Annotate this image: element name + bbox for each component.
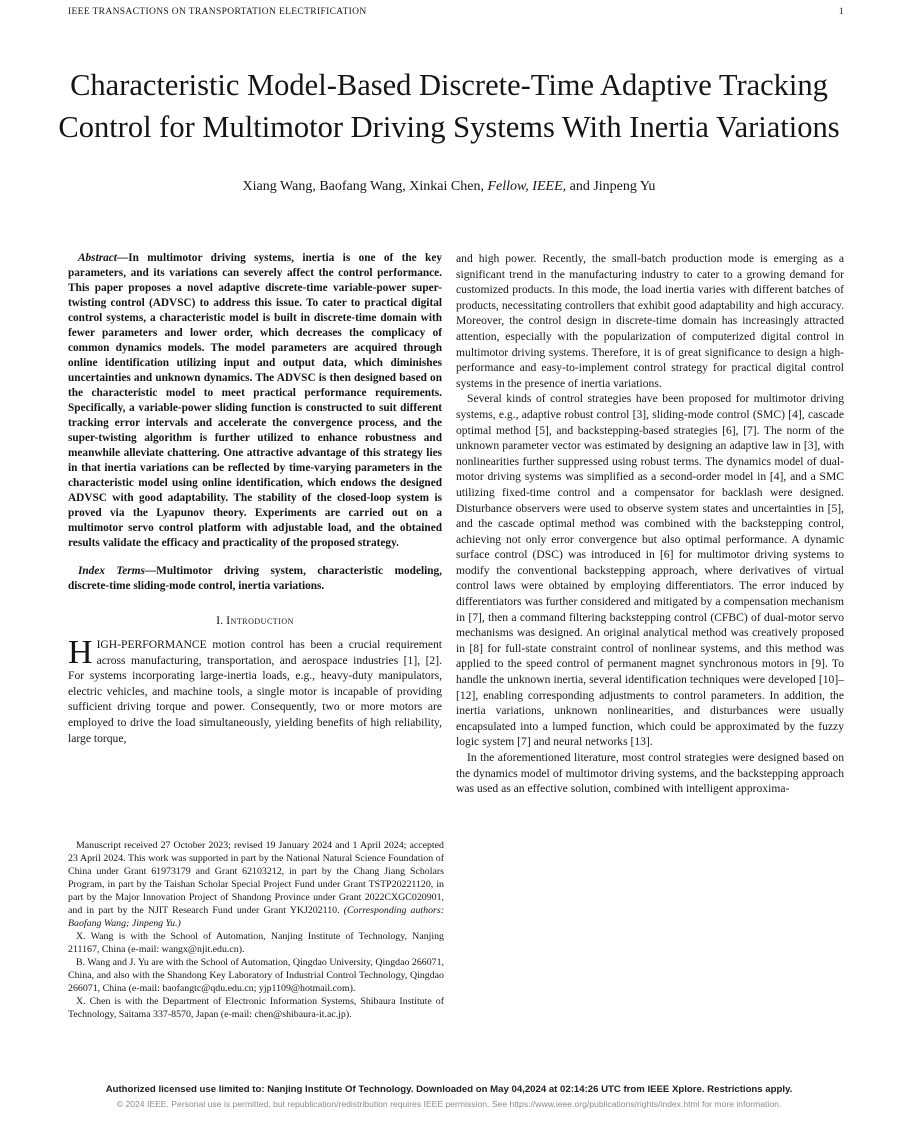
corresponding-authors-note: (Corresponding authors: Baofang Wang; Jinpeng Yu.) [68,905,444,929]
footnote-funding-text: Manuscript received 27 October 2023; revised 19 January 2024 and 1 April 2024; accepted 23 April 2024. This work was supported in part by the National Natural Science Foundation of China under Grant 61973179 and Grant 62103212, in part by the Chang Jiang Scholars Program, in part by the Taishan Scholar Special Project Fund under Grant TSTP20221120, in part by the Major Innovation Project of Shandong Province under Grant 2022CXGC020901, and in part by the NJIT Research Fund under Grant YKJ202110. [68,840,444,916]
copyright-footer-line: © 2024 IEEE. Personal use is permitted, but republication/redistribution requires IEEE permission. See https://www.ieee.org/publications/rights/index.html for more information. [116,1099,782,1109]
footnote-affiliation-xwang: X. Wang is with the School of Automation, Nanjing Institute of Technology, Nanjing 211167, China (e-mail: wangx@njit.edu.cn). [68,931,444,955]
right-column [456,251,844,1087]
drop-cap: H [68,634,93,671]
author-line [60,179,838,195]
footnote-affiliation-bwang-jyu: B. Wang and J. Yu are with the School of Automation, Qingdao University, Qingdao 266071, China, and also with the Shandong Key Laboratory of Industrial Control Technology, Qingdao 266071, China (e-mail: baofangtc@qdu.edu.cn; yjp1109@hotmail.com). [68,957,444,994]
journal-name: IEEE TRANSACTIONS ON TRANSPORTATION ELECTRIFICATION [68,7,367,17]
body-paragraph-strategies: Several kinds of control strategies have been proposed for multimotor driving systems, e.g., adaptive robust control [3], sliding-mode control (SMC) [4], cascade optimal method [5], and backstepping-based strategies [6], [7]. The norm of the unknown parameter vector was estimated by designing an adaptive law in [3], with nonlinearities further suppressed using robust terms. The dynamics model of dual-motor driving systems was simplified as a second-order model in [4], and a SMC utilizing fixed-time control and a compensator for backlash were designed. Disturbance observers were used to observe system states and uncertainties in [5], and the cascade optimal method was combined with the backstepping control, achieving not only error convergence but also optimal performance. A dynamic surface control (DSC) was introduced in [6] for multimotor driving systems to modify the conventional backstepping approach, where derivatives of virtual control laws were obtained by employing differentiators. The error induced by differentiators was further considered and mitigated by a compensation mechanism in [7], then a command filtering backstepping control (CFBC) of dual-motor servo mechanisms was designed. An original analytical method was creatively proposed in [8] for full-state constraint control of nonlinear systems, and this method was applied to the speed control of permanent magnet synchronous motors in [9]. To handle the unknown inertia, several identification techniques were developed [10]–[12], enabling corresponding adjustments to control parameters. In addition, the inertia variations, unknown nonlinearities, and disturbances were usually encapsulated into a lumped function, which could be approximated by the fuzzy logic system [7] and neural networks [13]. [456,392,844,749]
introduction-paragraph [68,634,442,746]
introduction-paragraph-text: IGH-PERFORMANCE motion control has been a crucial requirement across manufacturing, transportation, and aerospace industries [1], [2]. For systems incorporating large-inertia loads, e.g., heavy-duty manipulators, electric vehicles, and machine tools, a single motor is incapable of providing sufficient driving torque and power. Consequently, two or more motors are employed to drive the load simultaneously, yielding benefits of high reliability, large torque, [68,638,442,745]
index-terms-label: Index Terms [78,565,145,577]
section-title: Introduction [226,613,294,627]
section-number: I. [216,613,224,627]
index-terms-paragraph [68,564,442,594]
abstract-label: Abstract [78,252,117,264]
page-number: 1 [838,7,844,17]
section-heading-introduction [68,613,442,628]
abstract-paragraph [68,251,442,551]
body-paragraph-continuation: and high power. Recently, the small-batch production mode is emerging as a significant trend in the manufacturing industry to cater to a growing demand for customized products. In this mode, the load inertia varies with different batches of products, necessitating controllers that exhibit good adaptability and high accuracy. Moreover, the control design in discrete-time domain has increasingly attracted attention, especially with the popularization of computerized digital control in multimotor driving systems. Therefore, it is of great significance to design a high-performance and easy-to-implement control strategy for practical digital control systems in the presence of inertia variations. [456,252,844,390]
license-footer-line: Authorized licensed use limited to: Nanjing Institute Of Technology. Downloaded on May 04,2024 at 02:14:26 UTC from IEEE Xplore. Restrictions apply. [105,1084,793,1095]
index-terms-text: —Multimotor driving system, characteristic modeling, discrete-time sliding-mode control, inertia variations. [68,565,442,592]
author-names-pre: Xiang Wang, Baofang Wang, Xinkai Chen, [242,179,488,194]
running-head [68,7,844,17]
footnote-affiliation-xchen: X. Chen is with the Department of Electronic Information Systems, Shibaura Institute of Technology, Saitama 337-8570, Japan (e-mail: chen@shibaura-it.ac.jp). [68,996,444,1020]
author-fellow-designation: Fellow, IEEE [487,179,563,194]
body-paragraph-literature: In the aforementioned literature, most control strategies were designed based on the dynamics model of multimotor driving systems, and the backstepping approach was used as an effective solution, combined with intelligent approxima- [456,751,844,796]
author-names-post: , and Jinpeng Yu [562,179,656,194]
paper-title: Characteristic Model-Based Discrete-Time Adaptive Tracking Control for Multimotor Driving Systems With Inertia Variations [58,68,840,145]
footnote-funding [68,839,444,930]
abstract-text: —In multimotor driving systems, inertia is one of the key parameters, and its variations can severely affect the control performance. This paper proposes a novel adaptive discrete-time variable-power super-twisting control (ADVSC) to address this issue. To cater to practical digital control systems, a characteristic model is built in discrete-time domain with fewer parameters and lower order, which decreases the complicacy of common dynamics models. The model parameters are acquired through online identification utilizing input and output data, which diminishes uncertainties and unknown dynamics. The ADVSC is then designed based on the characteristic model to meet practical performance requirements. Specifically, a variable-power sliding function is constructed to suit different tracking error intervals and accelerate the convergence process, and the super-twisting algorithm is further utilized to enhance robustness and meanwhile alleviate chattering. One attractive advantage of this strategy lies in that inertia variations can be reflected by time-varying parameters in the characteristic model using online identification, which endows the designed ADVSC with good adaptability. The stability of the closed-loop system is proved via the Lyapunov theory. Experiments are carried out on a multimotor servo control platform with adjustable load, and the obtained results validate the efficacy and practicality of the proposed strategy. [68,252,442,549]
first-page-footnotes [68,839,444,1021]
